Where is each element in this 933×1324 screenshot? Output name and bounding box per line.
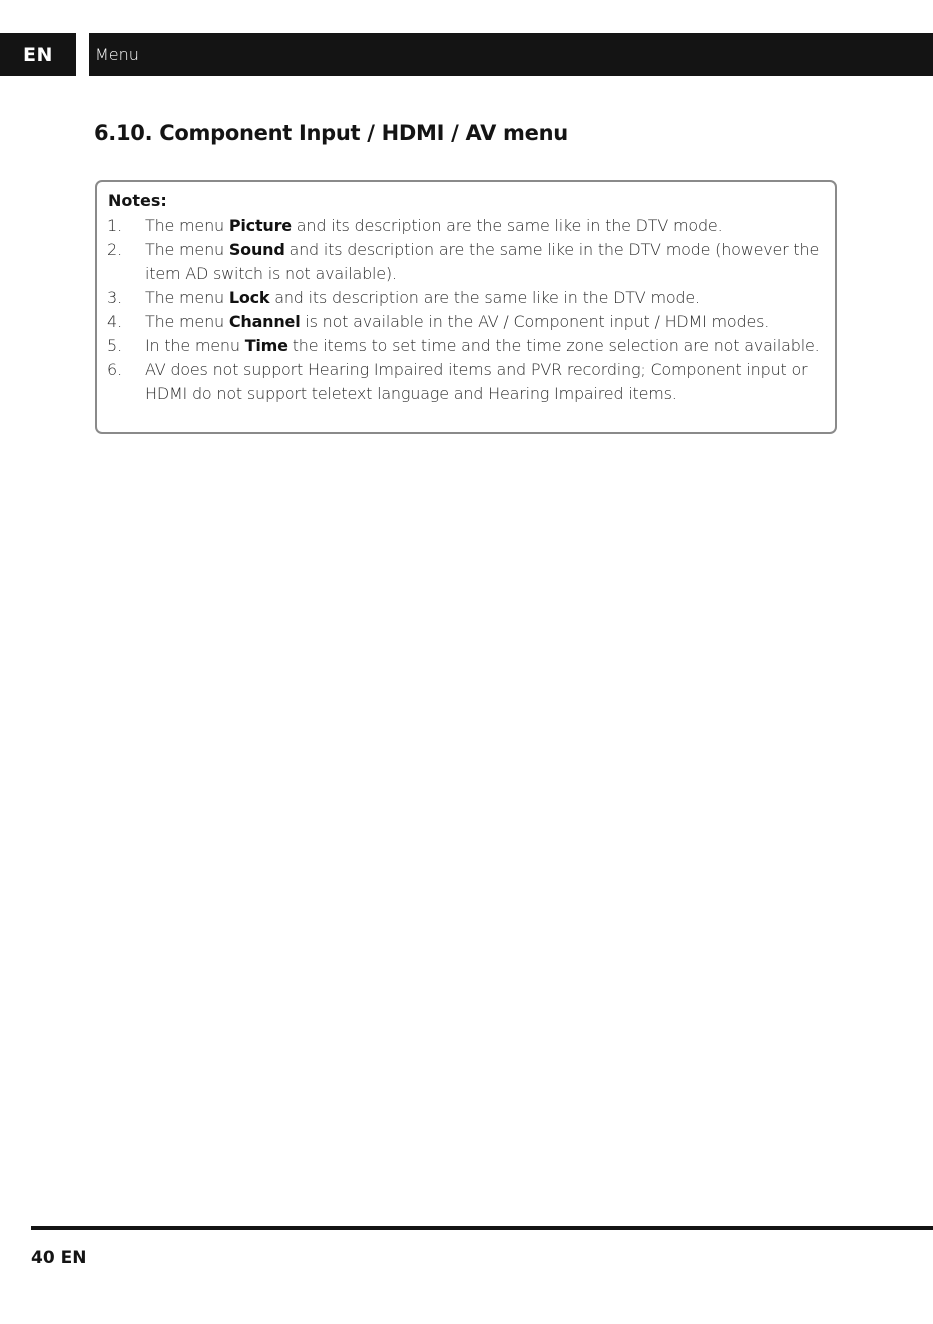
- note-text: The menu Sound and its description are the same like in the DTV mode (however the item AD switch is not available).: [145, 240, 820, 283]
- note-item-5: [107, 334, 827, 358]
- note-number: 1.: [107, 216, 123, 235]
- menu-name: Sound: [228, 240, 285, 259]
- menu-name: Lock: [228, 288, 270, 307]
- note-number: 5.: [107, 336, 123, 355]
- section-header-label: Menu: [95, 45, 139, 64]
- note-text: The menu Picture and its description are the same like in the DTV mode.: [145, 216, 723, 235]
- note-text: The menu Lock and its description are the same like in the DTV mode.: [145, 288, 700, 307]
- note-item-6: [107, 358, 827, 406]
- language-badge: EN: [0, 33, 76, 76]
- page-title: 6.10. Component Input / HDMI / AV menu: [94, 121, 568, 145]
- notes-box: [95, 180, 837, 434]
- notes-heading: Notes:: [108, 191, 167, 210]
- note-text: AV does not support Hearing Impaired items and PVR recording; Component input or HDMI do not support teletext language and Hearing Impaired items.: [145, 360, 808, 403]
- note-text: The menu Channel is not available in the AV / Component input / HDMI modes.: [145, 312, 770, 331]
- note-item-2: [107, 238, 827, 286]
- page-number: 40 EN: [31, 1248, 87, 1268]
- menu-name: Time: [244, 336, 288, 355]
- note-item-4: [107, 310, 827, 334]
- menu-name: Channel: [228, 312, 301, 331]
- note-item-1: [107, 214, 827, 238]
- notes-list: [107, 214, 827, 406]
- note-text: In the menu Time the items to set time and the time zone selection are not available.: [145, 336, 820, 355]
- note-number: 6.: [107, 360, 123, 379]
- menu-name: Picture: [228, 216, 292, 235]
- section-header-bar: [89, 33, 933, 76]
- note-item-3: [107, 286, 827, 310]
- note-number: 4.: [107, 312, 123, 331]
- footer-divider: [31, 1226, 933, 1230]
- note-number: 2.: [107, 240, 123, 259]
- note-number: 3.: [107, 288, 123, 307]
